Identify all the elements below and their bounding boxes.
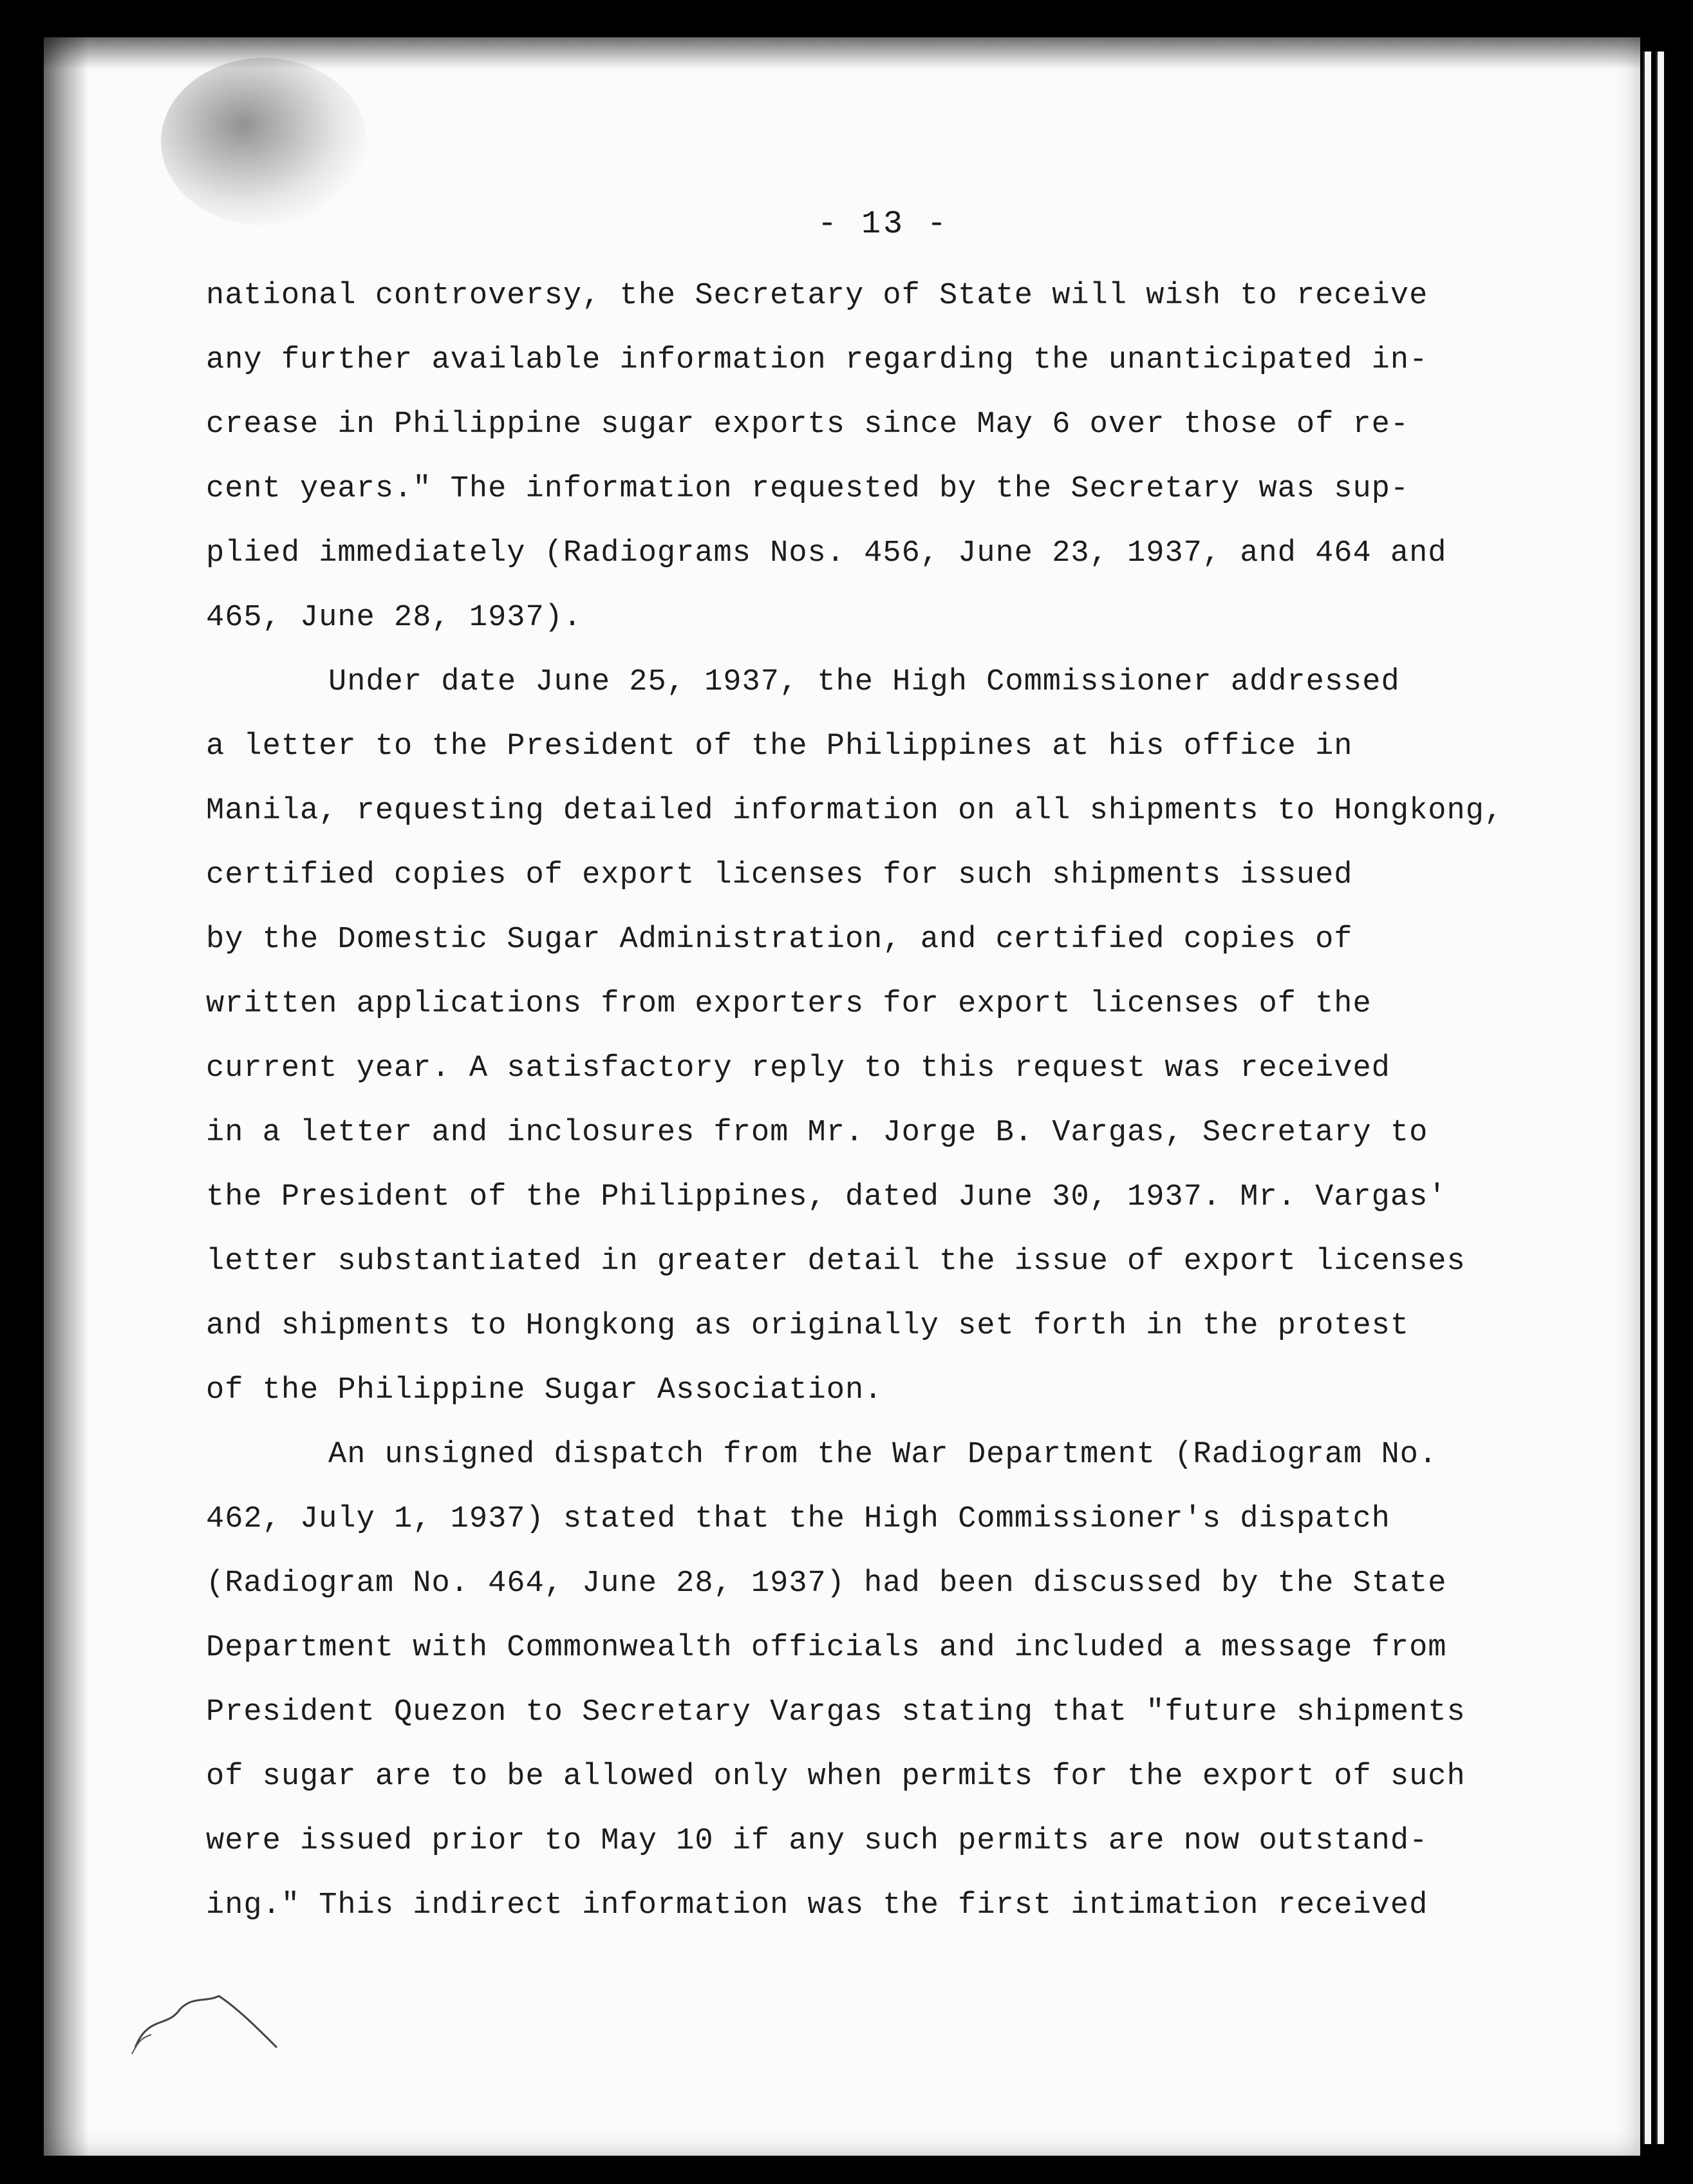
- text-line: letter substantiated in greater detail the issue of export licenses: [206, 1245, 1466, 1279]
- text-line: a letter to the President of the Philippines at his office in: [206, 730, 1353, 764]
- text-line: any further available information regarding the unanticipated in-: [206, 343, 1428, 377]
- text-line: (Radiogram No. 464, June 28, 1937) had been discussed by the State: [206, 1567, 1447, 1601]
- text-line: and shipments to Hongkong as originally set forth in the protest: [206, 1309, 1410, 1343]
- pencil-mark: [122, 1977, 290, 2067]
- text-line: certified copies of export licenses for such shipments issued: [206, 858, 1353, 892]
- text-line: in a letter and inclosures from Mr. Jorge B. Vargas, Secretary to: [206, 1116, 1428, 1150]
- text-line: 462, July 1, 1937) stated that the High Commissioner's dispatch: [206, 1502, 1390, 1536]
- text-line: President Quezon to Secretary Vargas stating that "future shipments: [206, 1695, 1466, 1729]
- text-line: of sugar are to be allowed only when permits for the export of such: [206, 1760, 1466, 1794]
- text-line: plied immediately (Radiograms Nos. 456, June 23, 1937, and 464 and: [206, 536, 1447, 570]
- text-line: cent years." The information requested by the Secretary was sup-: [206, 472, 1410, 506]
- text-line: national controversy, the Secretary of State will wish to receive: [206, 279, 1428, 313]
- text-line: crease in Philippine sugar exports since May 6 over those of re-: [206, 408, 1410, 442]
- page-edge: [1656, 52, 1664, 2144]
- text-line: the President of the Philippines, dated June 30, 1937. Mr. Vargas': [206, 1180, 1447, 1214]
- ink-smudge: [161, 58, 367, 225]
- page-edge: [1643, 52, 1651, 2144]
- text-line: by the Domestic Sugar Administration, and certified copies of: [206, 923, 1353, 957]
- text-line: Manila, requesting detailed information on all shipments to Hongkong,: [206, 794, 1504, 828]
- text-line: Department with Commonwealth officials and included a message from: [206, 1631, 1447, 1665]
- text-line: Under date June 25, 1937, the High Commissioner addressed: [328, 665, 1400, 699]
- text-line: current year. A satisfactory reply to this request was received: [206, 1051, 1390, 1086]
- page-number: - 13 -: [818, 206, 949, 243]
- text-line: ing." This indirect information was the first intimation received: [206, 1888, 1428, 1923]
- text-line: An unsigned dispatch from the War Department (Radiogram No.: [328, 1438, 1438, 1472]
- text-line: were issued prior to May 10 if any such permits are now outstand-: [206, 1824, 1428, 1858]
- text-line: written applications from exporters for export licenses of the: [206, 987, 1372, 1021]
- document-body: [206, 264, 1571, 1938]
- text-line: 465, June 28, 1937).: [206, 601, 583, 635]
- text-line: of the Philippine Sugar Association.: [206, 1373, 883, 1407]
- page-shadow: [44, 37, 89, 2156]
